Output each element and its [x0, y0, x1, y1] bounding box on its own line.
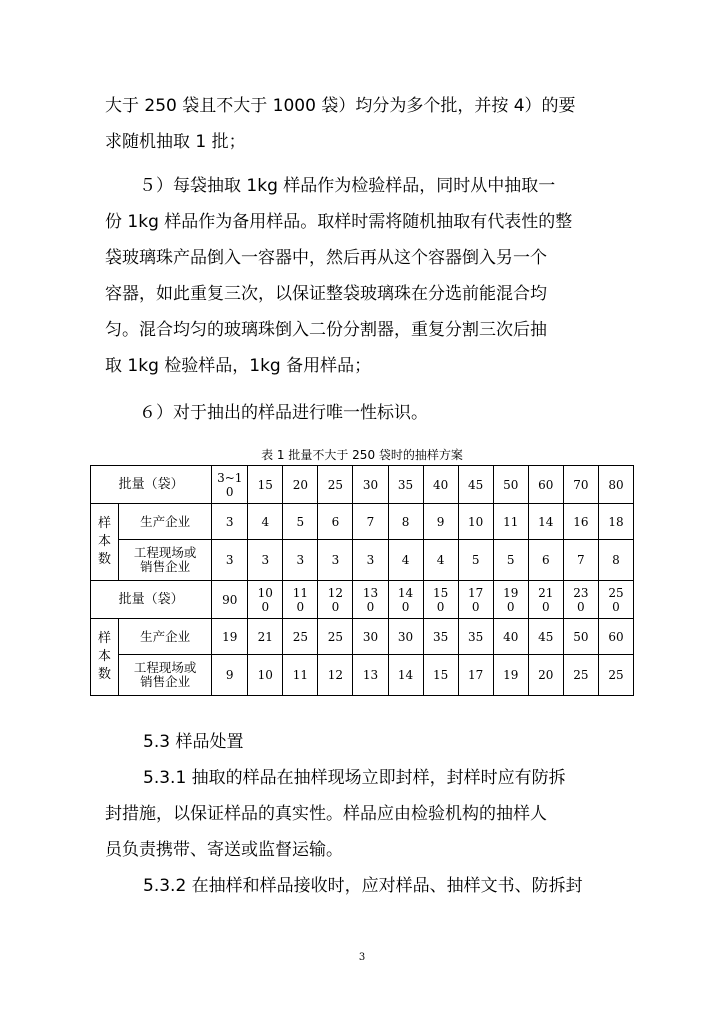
- text-line: 5.3.1 抽取的样品在抽样现场立即封样，封样时应有防拆: [143, 768, 566, 788]
- value-cell: 8: [388, 504, 423, 540]
- value-cell: 6: [318, 504, 353, 540]
- value-cell: 50: [563, 619, 598, 655]
- batch-cell-line: 10: [257, 585, 273, 600]
- row-label-line: 销售企业: [140, 559, 191, 574]
- row-label-line: 工程现场或: [133, 545, 197, 560]
- value-cell: 8: [598, 540, 633, 581]
- value-cell: 3: [212, 540, 248, 581]
- row-label-producer: 生产企业: [119, 504, 212, 540]
- value-cell: 35: [423, 619, 458, 655]
- value-cell: 3: [353, 540, 388, 581]
- table-row: [91, 466, 634, 504]
- batch-cell: [423, 581, 458, 619]
- batch-cell: [388, 581, 423, 619]
- table-row: [91, 581, 634, 619]
- text-line: 取 1kg 检验样品，1kg 备用样品；: [105, 356, 372, 376]
- batch-label-cell: 批量（袋）: [91, 581, 212, 619]
- batch-cell: 30: [353, 466, 388, 504]
- batch-cell: 70: [563, 466, 598, 504]
- text-line: 求随机抽取 1 批；: [105, 132, 246, 152]
- batch-cell-line: 0: [436, 599, 445, 614]
- text-line: ５）每袋抽取 1kg 样品作为检验样品，同时从中抽取一: [105, 176, 556, 196]
- row-label-site: [119, 540, 212, 581]
- text-line: 大于 250 袋且不大于 1000 袋）均分为多个批，并按 4）的要: [105, 96, 576, 116]
- text-line: 袋玻璃珠产品倒入一容器中，然后再从这个容器倒入另一个: [105, 248, 547, 268]
- value-cell: 3: [318, 540, 353, 581]
- value-cell: 20: [528, 655, 563, 696]
- text-line: 员负责携带、寄送或监督运输。: [105, 840, 343, 860]
- batch-cell: [318, 581, 353, 619]
- value-cell: 25: [318, 619, 353, 655]
- batch-cell: 50: [493, 466, 528, 504]
- value-cell: 19: [493, 655, 528, 696]
- value-cell: 18: [598, 504, 633, 540]
- sample-label-char: 数: [98, 667, 112, 682]
- batch-cell-line: 3~1: [217, 470, 243, 485]
- batch-cell-line: 12: [327, 585, 344, 600]
- batch-cell-line: 13: [362, 585, 379, 600]
- batch-cell: [283, 581, 318, 619]
- value-cell: 35: [458, 619, 493, 655]
- batch-cell-line: 14: [397, 585, 414, 600]
- value-cell: 21: [248, 619, 283, 655]
- table-row: [91, 540, 634, 581]
- batch-cell: [528, 581, 563, 619]
- value-cell: 30: [353, 619, 388, 655]
- batch-cell: [353, 581, 388, 619]
- text-line: 份 1kg 样品作为备用样品。取样时需将随机抽取有代表性的整: [105, 212, 573, 232]
- batch-cell-line: 25: [608, 585, 624, 600]
- text-line: 匀。混合均匀的玻璃珠倒入二份分割器，重复分割三次后抽: [105, 320, 547, 340]
- batch-cell-line: 0: [331, 599, 340, 614]
- batch-cell-line: 21: [538, 585, 554, 600]
- sample-count-label: [91, 504, 119, 581]
- value-cell: 3: [283, 540, 318, 581]
- batch-cell-line: 0: [577, 599, 585, 614]
- batch-cell-line: 0: [541, 599, 550, 614]
- text-line: ６）对于抽出的样品进行唯一性标识。: [105, 403, 428, 423]
- value-cell: 10: [248, 655, 283, 696]
- batch-label-cell: 批量（袋）: [91, 466, 212, 504]
- table-row: [91, 619, 634, 655]
- value-cell: 10: [458, 504, 493, 540]
- batch-cell: 15: [248, 466, 283, 504]
- value-cell: 13: [353, 655, 388, 696]
- batch-cell: [212, 466, 248, 504]
- page-number: 3: [358, 952, 366, 963]
- value-cell: 3: [248, 540, 283, 581]
- value-cell: 16: [563, 504, 598, 540]
- value-cell: 11: [283, 655, 318, 696]
- batch-cell: [598, 581, 633, 619]
- paragraph-batch-rule: [105, 88, 625, 160]
- value-cell: 7: [563, 540, 598, 581]
- batch-cell: 20: [283, 466, 318, 504]
- value-cell: 4: [423, 540, 458, 581]
- batch-cell: 90: [212, 581, 248, 619]
- row-label-line: 销售企业: [140, 674, 191, 689]
- batch-cell: 35: [388, 466, 423, 504]
- batch-cell-line: 0: [296, 599, 305, 614]
- batch-cell: 45: [458, 466, 493, 504]
- value-cell: 15: [423, 655, 458, 696]
- value-cell: 60: [598, 619, 633, 655]
- value-cell: 30: [388, 619, 423, 655]
- batch-cell: 25: [318, 466, 353, 504]
- value-cell: 14: [528, 504, 563, 540]
- batch-cell-line: 0: [401, 599, 410, 614]
- value-cell: 5: [458, 540, 493, 581]
- text-line: 封措施，以保证样品的真实性。样品应由检验机构的抽样人: [105, 804, 547, 824]
- batch-cell-line: 11: [292, 585, 309, 600]
- row-label-producer: 生产企业: [119, 619, 212, 655]
- paragraph-sealing: [105, 760, 625, 868]
- table-caption: 表 1 批量不大于 250 袋时的抽样方案: [261, 448, 463, 462]
- sample-label-char: 样: [98, 631, 112, 646]
- sample-label-char: 本: [98, 534, 112, 549]
- batch-cell-line: 0: [225, 484, 234, 499]
- value-cell: 14: [388, 655, 423, 696]
- value-cell: 40: [493, 619, 528, 655]
- batch-cell-line: 19: [503, 585, 519, 600]
- value-cell: 5: [283, 504, 318, 540]
- value-cell: 25: [283, 619, 318, 655]
- row-label-line: 工程现场或: [133, 660, 197, 675]
- row-label-site: [119, 655, 212, 696]
- value-cell: 12: [318, 655, 353, 696]
- batch-cell: [493, 581, 528, 619]
- batch-cell-line: 15: [432, 585, 449, 600]
- value-cell: 6: [528, 540, 563, 581]
- heading-text: 5.3 样品处置: [143, 732, 244, 752]
- batch-cell-line: 0: [366, 599, 375, 614]
- sample-label-char: 样: [98, 516, 112, 531]
- batch-cell: [248, 581, 283, 619]
- batch-cell-line: 0: [506, 599, 515, 614]
- batch-cell: [458, 581, 493, 619]
- batch-cell-line: 0: [471, 599, 480, 614]
- sample-count-label: [91, 619, 119, 696]
- value-cell: 17: [458, 655, 493, 696]
- value-cell: 7: [353, 504, 388, 540]
- value-cell: 9: [212, 655, 248, 696]
- value-cell: 9: [423, 504, 458, 540]
- batch-cell: 40: [423, 466, 458, 504]
- section-heading: [143, 724, 623, 760]
- table-row: [91, 655, 634, 696]
- batch-cell-line: 23: [573, 585, 589, 600]
- batch-cell-line: 0: [261, 599, 270, 614]
- sample-label-char: 本: [98, 649, 112, 664]
- paragraph-receiving: [105, 868, 625, 904]
- sample-label-char: 数: [98, 552, 112, 567]
- value-cell: 5: [493, 540, 528, 581]
- value-cell: 3: [212, 504, 248, 540]
- sampling-plan-table: [90, 465, 634, 696]
- value-cell: 4: [248, 504, 283, 540]
- paragraph-sampling-method: [105, 168, 625, 384]
- value-cell: 25: [598, 655, 633, 696]
- paragraph-identification: [105, 395, 625, 431]
- batch-cell: 80: [598, 466, 633, 504]
- value-cell: 19: [212, 619, 248, 655]
- text-line: 容器，如此重复三次，以保证整袋玻璃珠在分选前能混合均: [105, 284, 547, 304]
- batch-cell: [563, 581, 598, 619]
- batch-cell: 60: [528, 466, 563, 504]
- value-cell: 11: [493, 504, 528, 540]
- table-row: [91, 504, 634, 540]
- value-cell: 45: [528, 619, 563, 655]
- value-cell: 25: [563, 655, 598, 696]
- text-line: 5.3.2 在抽样和样品接收时，应对样品、抽样文书、防拆封: [143, 876, 583, 896]
- batch-cell-line: 0: [612, 599, 620, 614]
- value-cell: 4: [388, 540, 423, 581]
- batch-cell-line: 17: [468, 585, 484, 600]
